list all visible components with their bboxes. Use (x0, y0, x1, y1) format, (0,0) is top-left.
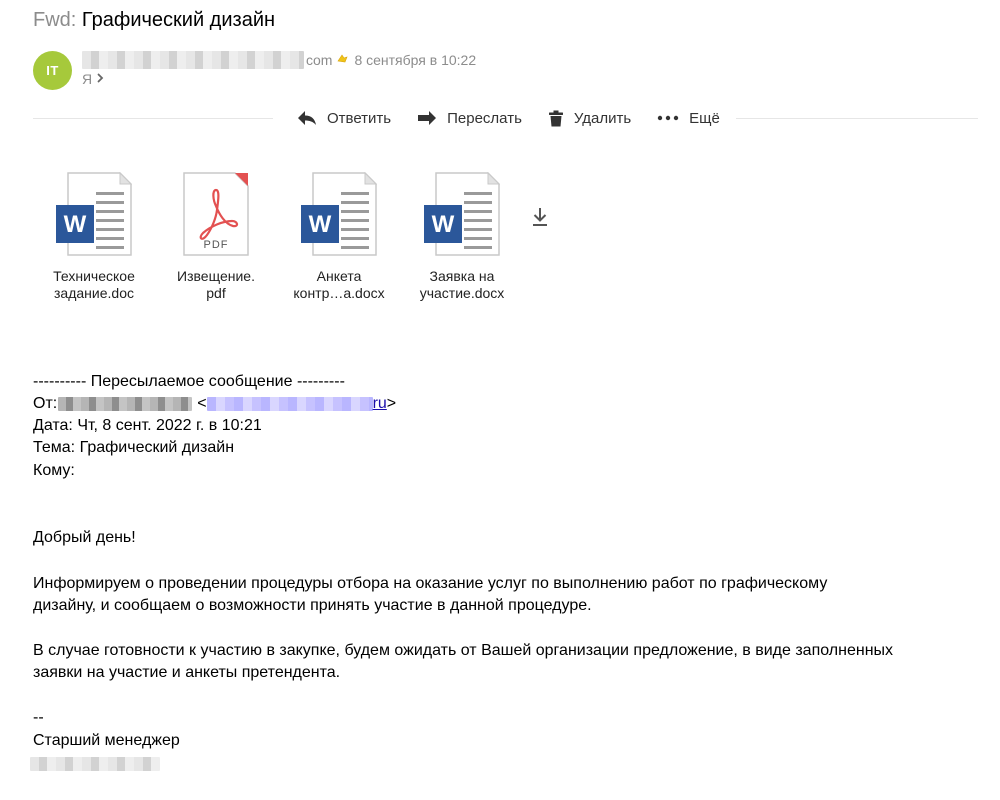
signature-separator: -- (33, 709, 44, 726)
chevron-right-icon[interactable] (97, 72, 104, 86)
reply-icon (297, 110, 317, 126)
toolbar-divider-left (33, 118, 273, 119)
word-letter: W (431, 211, 455, 238)
more-dots-icon (657, 115, 679, 121)
pdf-icon (183, 172, 249, 256)
sender-avatar[interactable] (33, 51, 72, 90)
forward-button[interactable] (417, 110, 522, 127)
reply-button[interactable] (297, 110, 391, 127)
word-letter: W (308, 211, 332, 238)
avatar-initials: IT (46, 63, 59, 78)
trash-icon (548, 110, 564, 127)
word-doc-icon (301, 172, 377, 256)
delete-button[interactable] (548, 110, 631, 127)
recipient-name: Я (82, 71, 93, 87)
from-label: От: (33, 395, 58, 412)
attachment-name: Техническое задание.doc (53, 268, 135, 301)
message-toolbar (297, 105, 720, 131)
forwarded-date: Дата: Чт, 8 сент. 2022 г. в 10:21 (33, 417, 262, 434)
greeting: Добрый день! (33, 529, 136, 546)
attachment-item[interactable] (287, 172, 391, 302)
forwarded-sender-link[interactable] (207, 393, 387, 415)
more-button[interactable] (657, 110, 720, 127)
word-doc-icon (424, 172, 500, 256)
signature-title: Старший менеджер (33, 732, 180, 749)
delete-label: Удалить (573, 109, 632, 127)
paragraph-2-line-2: заявки на участие и анкеты претендента. (33, 664, 341, 681)
subject-prefix: Fwd: (33, 9, 77, 31)
paragraph-1-line-2: дизайну, и сообщаем о возможности принять участие в данной процедуре. (33, 597, 592, 614)
toolbar-divider-right (736, 118, 978, 119)
sender-row (82, 50, 476, 70)
redacted-sender-name (58, 397, 192, 411)
download-icon (531, 207, 549, 227)
word-letter: W (63, 211, 87, 238)
recipient-row[interactable] (82, 71, 104, 87)
forwarded-from-line: От: < ru > (33, 393, 396, 415)
label-icon[interactable] (337, 53, 348, 67)
attachment-item[interactable] (410, 172, 514, 302)
forwarded-subject: Тема: Графический дизайн (33, 439, 235, 456)
redacted-sender-address (207, 397, 373, 411)
redacted-signature-name (30, 757, 160, 771)
forwarded-header: ---------- Пересылаемое сообщение --------- (33, 373, 345, 390)
reply-label: Ответить (327, 109, 392, 127)
word-doc-icon (56, 172, 132, 256)
paragraph-1-line-1: Информируем о проведении процедуры отбора на оказание услуг по выполнению работ по графическому (33, 575, 828, 592)
paragraph-2-line-1: В случае готовности к участию в закупке, будем ожидать от Вашей организации предложение, в виде заполненных (33, 642, 894, 659)
attachment-item[interactable] (42, 172, 146, 302)
sender-email-suffix[interactable]: com (306, 52, 333, 68)
download-all-button[interactable] (531, 207, 549, 232)
attachment-item[interactable] (164, 172, 268, 302)
attachment-name: Заявка на участие.docx (419, 268, 505, 301)
email-subject (33, 9, 275, 32)
pdf-badge-text: PDF (203, 239, 229, 251)
forwarded-to: Кому: (33, 462, 75, 479)
attachment-name: Анкета контр…а.docx (293, 268, 385, 301)
forwarded-email-suffix: ru (372, 395, 387, 412)
forward-label: Переслать (447, 109, 522, 127)
redacted-sender-email[interactable] (82, 51, 304, 69)
attachment-name: Извещение. pdf (177, 268, 255, 301)
forward-icon (417, 110, 437, 126)
more-label: Ещё (689, 109, 720, 127)
subject-text: Графический дизайн (81, 9, 276, 31)
message-date: 8 сентября в 10:22 (354, 52, 477, 68)
